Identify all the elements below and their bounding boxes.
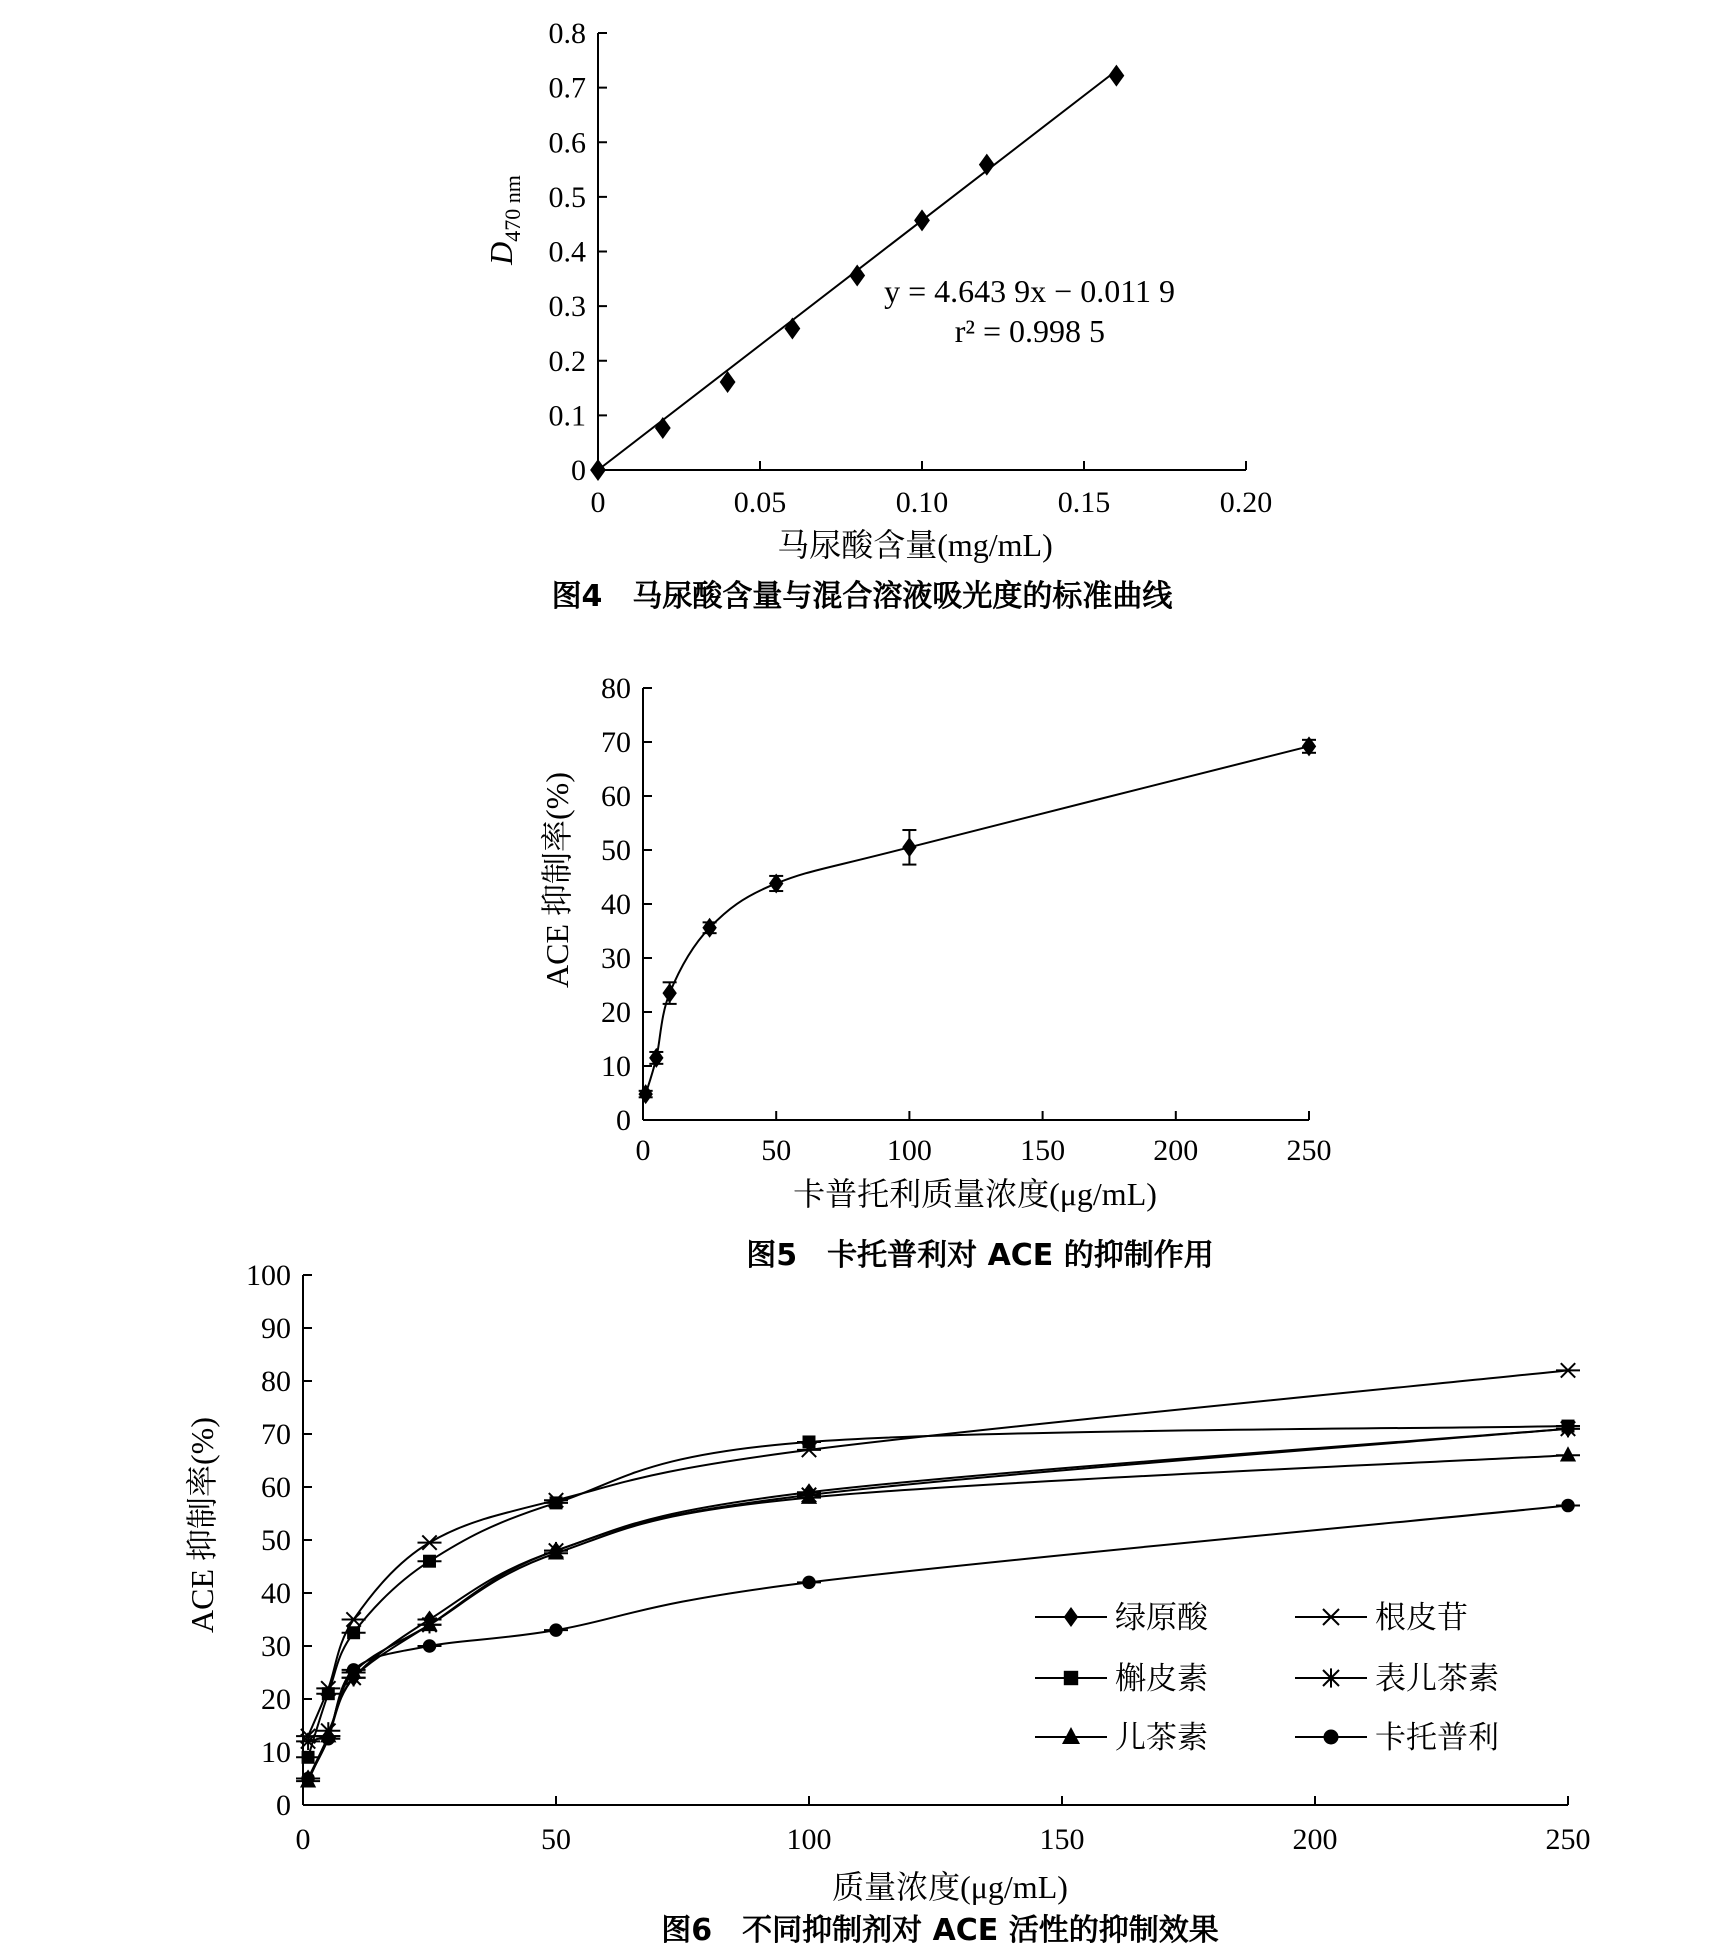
x-tick-label: 150 [1039, 1823, 1085, 1856]
y-tick-label: 60 [261, 1471, 291, 1504]
r-squared-value: r² = 0.998 5 [954, 313, 1105, 349]
figure4-caption: 图4 马尿酸含量与混合溶液吸光度的标准曲线 [551, 579, 1173, 614]
chart-captopril-inhibition [539, 672, 1332, 1212]
legend-marker [1064, 1671, 1078, 1685]
data-point [655, 417, 671, 439]
y-tick-label: 70 [261, 1418, 291, 1451]
y-axis-label: ACE 抑制率(%) [539, 772, 575, 988]
data-point [347, 1626, 360, 1639]
legend-label: 卡托普利 [1375, 1720, 1499, 1756]
y-tick-label: 20 [601, 996, 631, 1029]
data-point [662, 983, 676, 1003]
x-tick-label: 100 [786, 1823, 832, 1856]
x-tick-label: 0 [635, 1134, 651, 1167]
data-point [902, 837, 916, 857]
x-tick-label: 200 [1153, 1134, 1199, 1167]
regression-equation: y = 4.643 9x − 0.011 9 [884, 273, 1175, 309]
x-tick-label: 200 [1292, 1823, 1338, 1856]
y-tick-label: 0.1 [548, 399, 586, 433]
x-tick-label: 100 [886, 1134, 932, 1167]
y-axis-label [483, 175, 525, 266]
data-point [803, 1435, 816, 1448]
y-tick-label: 0 [616, 1104, 631, 1137]
data-point [302, 1751, 315, 1764]
data-point [802, 1576, 816, 1590]
y-tick-label: 80 [261, 1365, 291, 1398]
legend-item [1035, 1600, 1209, 1636]
series-line [308, 1426, 1568, 1757]
y-tick-label: 10 [601, 1050, 631, 1083]
data-point [301, 1772, 315, 1786]
x-tick-label: 50 [761, 1134, 792, 1167]
data-point [979, 154, 995, 176]
inhibition-curve [646, 746, 1309, 1094]
y-tick-label: 60 [601, 780, 631, 813]
data-point [423, 1555, 436, 1568]
series-square [296, 1420, 1580, 1764]
chart-inhibitors-comparison [184, 1259, 1591, 1905]
y-tick-label: 90 [261, 1312, 291, 1345]
y-tick-label: 0.6 [548, 126, 586, 160]
legend-item [1295, 1661, 1499, 1697]
y-tick-label: 40 [601, 888, 631, 921]
y-tick-label: 80 [601, 672, 631, 705]
x-axis-label: 马尿酸含量(mg/mL) [777, 527, 1053, 563]
legend-marker [1062, 1727, 1080, 1744]
y-tick-label: 10 [261, 1736, 291, 1769]
y-tick-label: 0.2 [548, 344, 586, 378]
data-point [1561, 1499, 1575, 1513]
y-tick-label: 0.7 [548, 71, 586, 105]
y-tick-label: 0.8 [548, 17, 586, 50]
x-tick-label: 0 [590, 486, 606, 519]
x-axis-label: 卡普托利质量浓度(μg/mL) [793, 1176, 1157, 1212]
y-tick-label: 0 [276, 1789, 291, 1822]
legend-marker [1064, 1607, 1078, 1627]
y-axis-label-main: D [483, 241, 519, 265]
data-point [1560, 1446, 1576, 1461]
legend-label: 儿茶素 [1115, 1720, 1208, 1756]
y-tick-label: 70 [601, 726, 631, 759]
x-tick-label: 50 [541, 1823, 571, 1856]
legend-label: 绿原酸 [1115, 1600, 1208, 1636]
data-point [784, 318, 800, 340]
x-tick-label: 150 [1020, 1134, 1066, 1167]
y-tick-label: 0.5 [548, 180, 586, 214]
data-point [322, 1732, 336, 1746]
legend-item [1035, 1720, 1208, 1756]
x-tick-label: 250 [1545, 1823, 1591, 1856]
legend-item [1295, 1600, 1468, 1636]
x-tick-label: 0 [295, 1823, 311, 1856]
x-axis-label: 质量浓度(μg/mL) [832, 1869, 1068, 1905]
y-tick-label: 100 [246, 1259, 291, 1292]
x-tick-label: 0.05 [733, 486, 787, 519]
data-point [849, 265, 865, 287]
legend-label: 根皮苷 [1375, 1600, 1468, 1636]
chart-hippuric-acid-standard-curve [483, 17, 1272, 563]
legend-item [1295, 1720, 1499, 1756]
y-tick-label: 50 [261, 1524, 291, 1557]
y-tick-label: 0.3 [548, 290, 586, 324]
x-tick-label: 250 [1286, 1134, 1332, 1167]
data-point [638, 1084, 652, 1104]
y-tick-label: 50 [601, 834, 631, 867]
data-point [590, 459, 606, 481]
data-point [550, 1496, 563, 1509]
legend-label: 槲皮素 [1115, 1661, 1208, 1697]
legend [1035, 1600, 1499, 1756]
y-tick-label: 20 [261, 1683, 291, 1716]
figure5-caption: 图5 卡托普利对 ACE 的抑制作用 [746, 1238, 1214, 1273]
legend-marker [1324, 1730, 1339, 1745]
figure6-caption: 图6 不同抑制剂对 ACE 活性的抑制效果 [661, 1913, 1219, 1948]
y-tick-label: 30 [261, 1630, 291, 1663]
data-point [1108, 65, 1124, 87]
y-axis-label: ACE 抑制率(%) [184, 1417, 220, 1633]
x-tick-label: 0.10 [895, 486, 949, 519]
y-tick-label: 40 [261, 1577, 291, 1610]
y-tick-label: 0 [571, 454, 586, 487]
data-point [914, 209, 930, 231]
y-axis-label-sub: 470 nm [500, 175, 525, 242]
legend-label: 表儿茶素 [1375, 1661, 1499, 1697]
x-tick-label: 0.15 [1057, 486, 1111, 519]
data-point [347, 1663, 361, 1677]
y-tick-label: 0.4 [548, 235, 586, 269]
data-point [549, 1623, 563, 1637]
data-point [322, 1687, 335, 1700]
x-tick-label: 0.20 [1219, 486, 1273, 519]
y-tick-label: 30 [601, 942, 631, 975]
data-point [649, 1048, 663, 1068]
data-point [423, 1639, 437, 1653]
legend-item [1035, 1661, 1208, 1697]
